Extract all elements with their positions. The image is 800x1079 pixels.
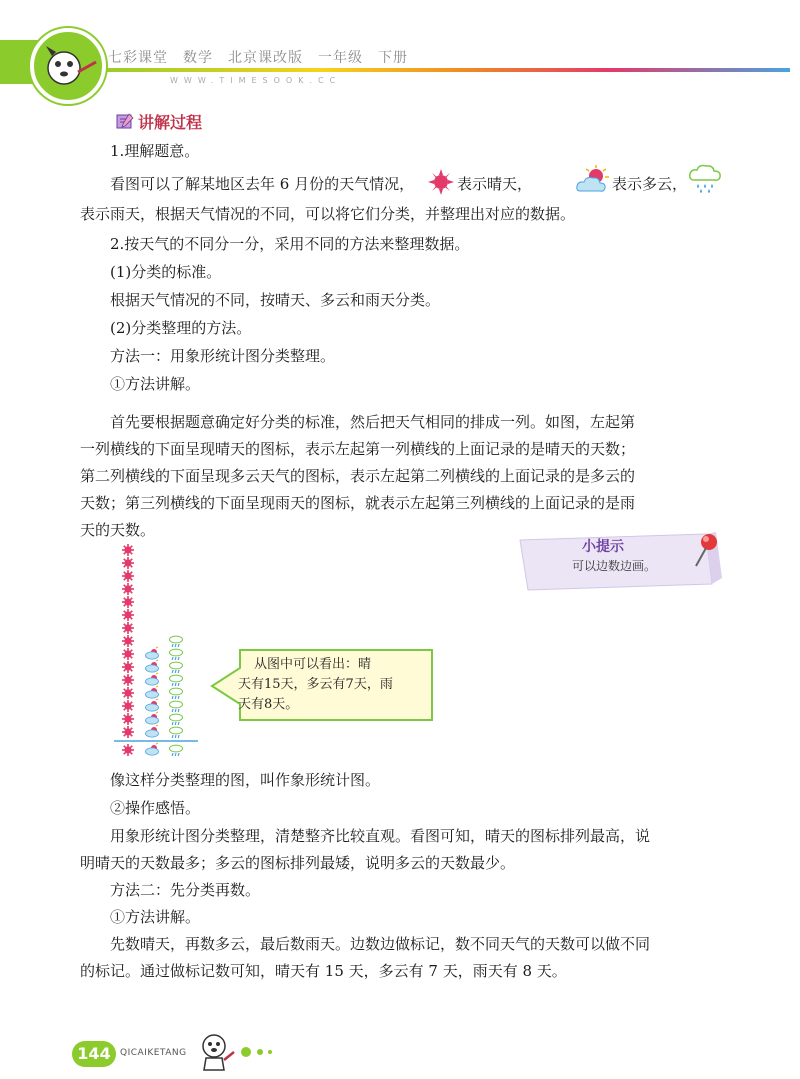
chart-mark-cloudy-icon <box>146 673 159 685</box>
body-line: ①方法讲解。 <box>110 375 201 393</box>
rainy-icon <box>688 162 724 194</box>
chart-mark-sunny-icon <box>122 622 134 634</box>
cloudy-icon <box>146 743 159 755</box>
footer-brand: QICAIKETANG <box>120 1048 187 1058</box>
callout-line: 天有15天，多云有7天，雨 <box>238 677 393 692</box>
chart-mark-rainy-icon <box>170 649 183 660</box>
body-line: 表示雨天，根据天气情况的不同，可以将它们分类，并整理出对应的数据。 <box>80 205 576 223</box>
sunny-icon <box>428 169 454 195</box>
chart-mark-cloudy-icon <box>146 660 159 672</box>
body-line: 表示多云， <box>612 175 688 193</box>
header-title: 七彩课堂 数学 北京课改版 一年级 下册 <box>108 50 408 66</box>
page-number: 144 <box>72 1041 116 1067</box>
body-line: 用象形统计图分类整理，清楚整齐比较直观。看图可知，晴天的图标排列最高，说 <box>110 827 651 845</box>
body-line: 1.理解题意。 <box>110 142 200 160</box>
body-line: 2.按天气的不同分一分，采用不同的方法来整理数据。 <box>110 235 470 253</box>
mascot-icon <box>34 32 102 100</box>
chart-column-rainy <box>170 636 183 756</box>
body-line: 天的天数。 <box>80 521 156 539</box>
body-line: 根据天气情况的不同，按晴天、多云和雨天分类。 <box>110 291 441 309</box>
body-line: 表示晴天， <box>457 175 533 193</box>
tip-text: 可以边数边画。 <box>572 559 657 573</box>
body-line: 第二列横线的下面呈现多云天气的图标，表示左起第二列横线的上面记录的是多云的 <box>80 467 636 485</box>
chart-mark-sunny-icon <box>122 583 134 595</box>
mascot-logo <box>30 28 106 104</box>
callout-line: 从图中可以看出：晴 <box>254 657 372 672</box>
chart-column-sunny <box>122 544 134 756</box>
chart-mark-sunny-icon <box>122 557 134 569</box>
chart-mark-sunny-icon <box>122 635 134 647</box>
body-line: (1)分类的标准。 <box>110 263 222 281</box>
chart-mark-sunny-icon <box>122 726 134 738</box>
chart-mark-rainy-icon <box>170 688 183 699</box>
chart-mark-rainy-icon <box>170 636 183 647</box>
sunny-icon <box>122 744 134 756</box>
chart-mark-sunny-icon <box>122 713 134 725</box>
chart-mark-rainy-icon <box>170 727 183 738</box>
chart-mark-cloudy-icon <box>146 699 159 711</box>
rainy-icon <box>170 745 183 756</box>
chart-mark-cloudy-icon <box>146 686 159 698</box>
callout-line: 天有8天。 <box>238 697 299 712</box>
chart-mark-sunny-icon <box>122 687 134 699</box>
footer-dots <box>240 1046 280 1058</box>
section-heading: 讲解过程 <box>138 113 203 132</box>
header-url: WWW.TIMESOOK.CC <box>170 76 342 85</box>
body-line: 天数；第三列横线的下面呈现雨天的图标，就表示左起第三列横线的上面记录的是雨 <box>80 494 636 512</box>
chart-mark-sunny-icon <box>122 674 134 686</box>
cloudy-icon <box>576 165 610 195</box>
body-line: 首先要根据题意确定好分类的标准，然后把天气相同的排成一列。如图，左起第 <box>110 413 636 431</box>
body-line: (2)分类整理的方法。 <box>110 319 252 337</box>
chart-mark-rainy-icon <box>170 701 183 712</box>
body-line: 的标记。通过做标记数可知，晴天有 15 天，多云有 7 天，雨天有 8 天。 <box>80 962 567 980</box>
body-line: 方法一：用象形统计图分类整理。 <box>110 347 336 365</box>
body-line: 像这样分类整理的图，叫作象形统计图。 <box>110 771 381 789</box>
mascot-icon <box>196 1030 236 1074</box>
chart-mark-sunny-icon <box>122 596 134 608</box>
chart-mark-rainy-icon <box>170 662 183 673</box>
body-line: 先数晴天，再数多云，最后数雨天。边数边做标记，数不同天气的天数可以做不同 <box>110 935 651 953</box>
body-line: 方法二：先分类再数。 <box>110 881 261 899</box>
chart-mark-rainy-icon <box>170 714 183 725</box>
body-line: ①方法讲解。 <box>110 908 201 926</box>
tip-title: 小提示 <box>582 539 624 555</box>
chart-mark-cloudy-icon <box>146 712 159 724</box>
body-line: ②操作感悟。 <box>110 799 201 817</box>
chart-mark-sunny-icon <box>122 544 134 556</box>
body-line: 一列横线的下面呈现晴天的图标，表示左起第一列横线的上面记录的是晴天的天数； <box>80 440 636 458</box>
body-line: 看图可以了解某地区去年 6 月份的天气情况， <box>110 175 415 193</box>
pictograph-chart <box>110 528 210 768</box>
pencil-notebook-icon <box>115 112 135 130</box>
chart-column-cloudy <box>146 647 159 755</box>
chart-mark-cloudy-icon <box>146 725 159 737</box>
chart-mark-sunny-icon <box>122 700 134 712</box>
chart-mark-sunny-icon <box>122 570 134 582</box>
body-line: 明晴天的天数最多；多云的图标排列最矮，说明多云的天数最少。 <box>80 854 516 872</box>
chart-mark-cloudy-icon <box>146 647 159 659</box>
chart-mark-sunny-icon <box>122 661 134 673</box>
chart-mark-sunny-icon <box>122 609 134 621</box>
chart-mark-sunny-icon <box>122 648 134 660</box>
chart-mark-rainy-icon <box>170 675 183 686</box>
